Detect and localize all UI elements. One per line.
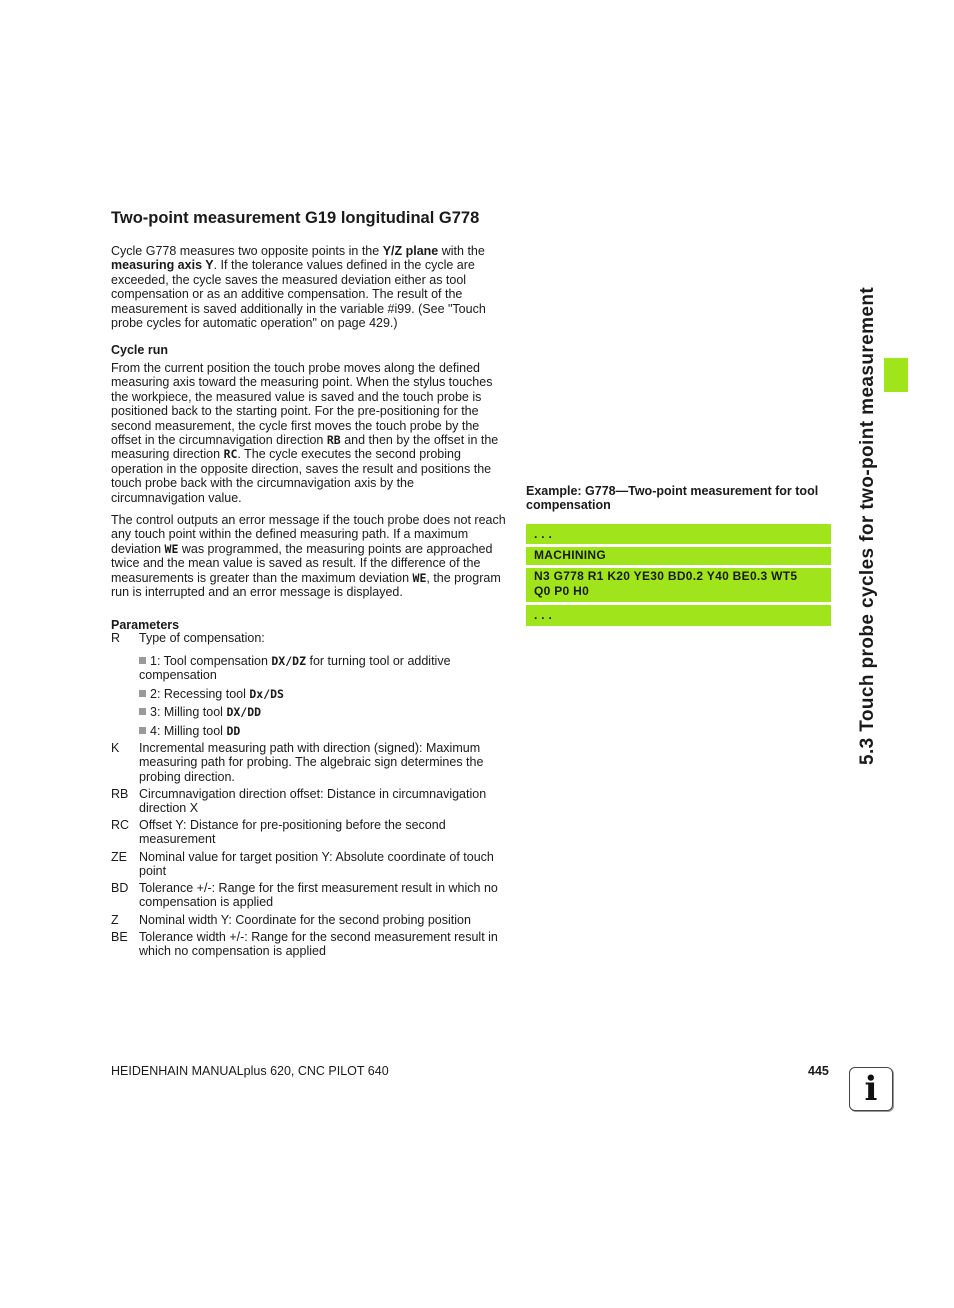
example-code-line <box>526 568 831 602</box>
param-term: RC <box>111 818 130 832</box>
example-code-line <box>526 524 831 544</box>
param-term: RB <box>111 787 129 801</box>
cycle-run-paragraph: From the current position the touch probe moves along the defined measuring axis toward the measuring point. When the stylus touches the workpiece, the measured value is saved and the touch probe is positioned back to the starting point. For the pre-positioning for the second measurement, the cycle first moves the touch probe by the offset in the circumnavigation direction RB and then by the offset in the measuring direction RC. The cycle executes the second probing operation in the opposite direction, saves the result and positions the touch probe back with the circumnavigation axis by the circumnavigation value. <box>111 361 499 505</box>
info-icon <box>849 1067 893 1111</box>
bullet-square-icon <box>139 727 146 734</box>
example-title: Example: G778—Two-point measurement for tool compensation <box>526 484 819 513</box>
bullet-item: 2: Recessing tool Dx/DS <box>139 687 509 701</box>
param-definition: Circumnavigation direction offset: Distance in circumnavigation direction X <box>139 787 487 816</box>
page-title: Two-point measurement G19 longitudinal G778 <box>111 209 480 227</box>
intro-paragraph: Cycle G778 measures two opposite points in the Y/Z plane with the measuring axis Y. If the tolerance values defined in the cycle are exceeded, the cycle saves the measured deviation either as tool compensation or as an additive compensation. The result of the measurement is saved additionally in the variable #i99. (See "Touch probe cycles for automatic operation" on page 429.) <box>111 244 486 331</box>
footer-product: HEIDENHAIN MANUALplus 620, CNC PILOT 640 <box>111 1064 389 1078</box>
bullet-square-icon <box>139 657 146 664</box>
bullet-square-icon <box>139 708 146 715</box>
section-side-title: 5.3 Touch probe cycles for two-point measurement <box>857 286 878 765</box>
param-definition: Type of compensation: <box>139 631 265 645</box>
param-term: BE <box>111 930 128 944</box>
bullet-item: 1: Tool compensation DX/DZ for turning tool or additive compensation <box>139 654 451 683</box>
example-code-line <box>526 547 831 565</box>
param-definition: Nominal width Y: Coordinate for the second probing position <box>139 913 471 927</box>
parameters-heading: Parameters <box>111 618 180 632</box>
param-term: Z <box>111 913 119 927</box>
code-text: N3 G778 R1 K20 YE30 BD0.2 Y40 BE0.3 WT5 <box>534 569 798 583</box>
code-text: . . . <box>534 608 553 622</box>
param-term: ZE <box>111 850 127 864</box>
code-text: MACHINING <box>534 548 607 562</box>
error-paragraph: The control outputs an error message if the touch probe does not reach any touch point within the defined measuring path. If a maximum deviation WE was programmed, the measuring points are approached twice and the mean value is saved as result. If the difference of the measurements is greater than the maximum deviation WE, the program run is interrupted and an error message is displayed. <box>111 513 506 600</box>
code-text: . . . <box>534 527 553 541</box>
info-glyph: i <box>864 1069 878 1109</box>
bullet-item: 4: Milling tool DD <box>139 724 509 738</box>
param-definition: Tolerance +/-: Range for the first measurement result in which no compensation is applied <box>139 881 498 910</box>
page-number: 445 <box>808 1064 829 1078</box>
param-definition: Incremental measuring path with direction (signed): Maximum measuring path for probing. The algebraic sign determines the probing direction. <box>139 741 484 784</box>
param-definition: Tolerance width +/-: Range for the second measurement result in which no compensation is applied <box>139 930 498 959</box>
code-text: Q0 P0 H0 <box>534 584 590 598</box>
section-color-tab <box>884 358 908 392</box>
cycle-run-heading: Cycle run <box>111 343 168 357</box>
param-term: R <box>111 631 121 645</box>
param-definition: Offset Y: Distance for pre-positioning before the second measurement <box>139 818 446 847</box>
example-code-line <box>526 605 831 626</box>
bullet-item: 3: Milling tool DX/DD <box>139 705 509 719</box>
param-term: BD <box>111 881 129 895</box>
param-definition: Nominal value for target position Y: Absolute coordinate of touch point <box>139 850 494 879</box>
param-term: K <box>111 741 120 755</box>
bullet-square-icon <box>139 690 146 697</box>
